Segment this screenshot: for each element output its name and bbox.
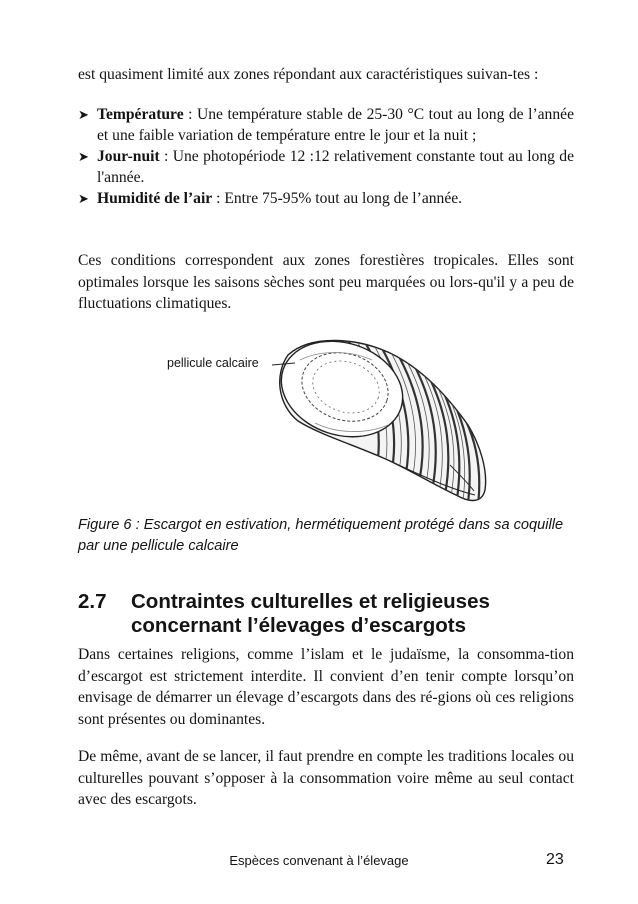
conditions-paragraph: Ces conditions correspondent aux zones forestières tropicales. Elles sont optimales lorsque les saisons sèches sont peu marquées ou lors-qu'il y a peu de fluctuations climatiques. bbox=[78, 252, 574, 312]
bullet-text: : Une photopériode 12 :12 relativement constante tout au long de l'année. bbox=[97, 148, 574, 186]
figure-label: pellicule calcaire bbox=[167, 356, 259, 370]
intro-paragraph: est quasiment limité aux zones répondant aux caractéristiques suivan-tes : bbox=[78, 66, 539, 83]
list-item bbox=[78, 188, 574, 209]
list-item bbox=[78, 146, 574, 188]
arrowhead-bullet-icon: ➤ bbox=[78, 107, 89, 122]
conditions-list bbox=[78, 104, 574, 209]
bullet-text: : Une température stable de 25-30 °C tout au long de l’année et une faible variation de température entre le jour et la nuit ; bbox=[97, 106, 574, 144]
figure-caption: Figure 6 : Escargot en estivation, hermétiquement protégé dans sa coquille par une pellicule calcaire bbox=[78, 517, 564, 554]
bullet-term: Température bbox=[97, 106, 184, 123]
running-footer-title: Espèces convenant à l’élevage bbox=[229, 853, 409, 868]
arrowhead-bullet-icon: ➤ bbox=[78, 191, 89, 206]
snail-shell-illustration bbox=[150, 325, 500, 505]
page-number: 23 bbox=[546, 851, 564, 868]
bullet-text: : Entre 75-95% tout au long de l’année. bbox=[212, 190, 463, 207]
arrowhead-bullet-icon: ➤ bbox=[78, 149, 89, 164]
traditions-paragraph: De même, avant de se lancer, il faut prendre en compte les traditions locales ou culturelles pouvant s’opposer à la consommation voire même au seul contact avec des escargots. bbox=[78, 748, 574, 808]
bullet-term: Jour-nuit bbox=[97, 148, 160, 165]
section-title: Contraintes culturelles et religieuses concernant l’élevages d’escargots bbox=[131, 590, 490, 637]
religion-paragraph: Dans certaines religions, comme l’islam et le judaïsme, la consomma-tion d’escargot est strictement interdite. Il convient d’en tenir compte lorsqu’on envisage de démarrer un élevage d’escargots dans des ré-gions où ces religions sont présentes ou dominantes. bbox=[78, 646, 574, 728]
list-item bbox=[78, 104, 574, 146]
section-number: 2.7 bbox=[78, 590, 107, 613]
bullet-term: Humidité de l’air bbox=[97, 190, 213, 207]
